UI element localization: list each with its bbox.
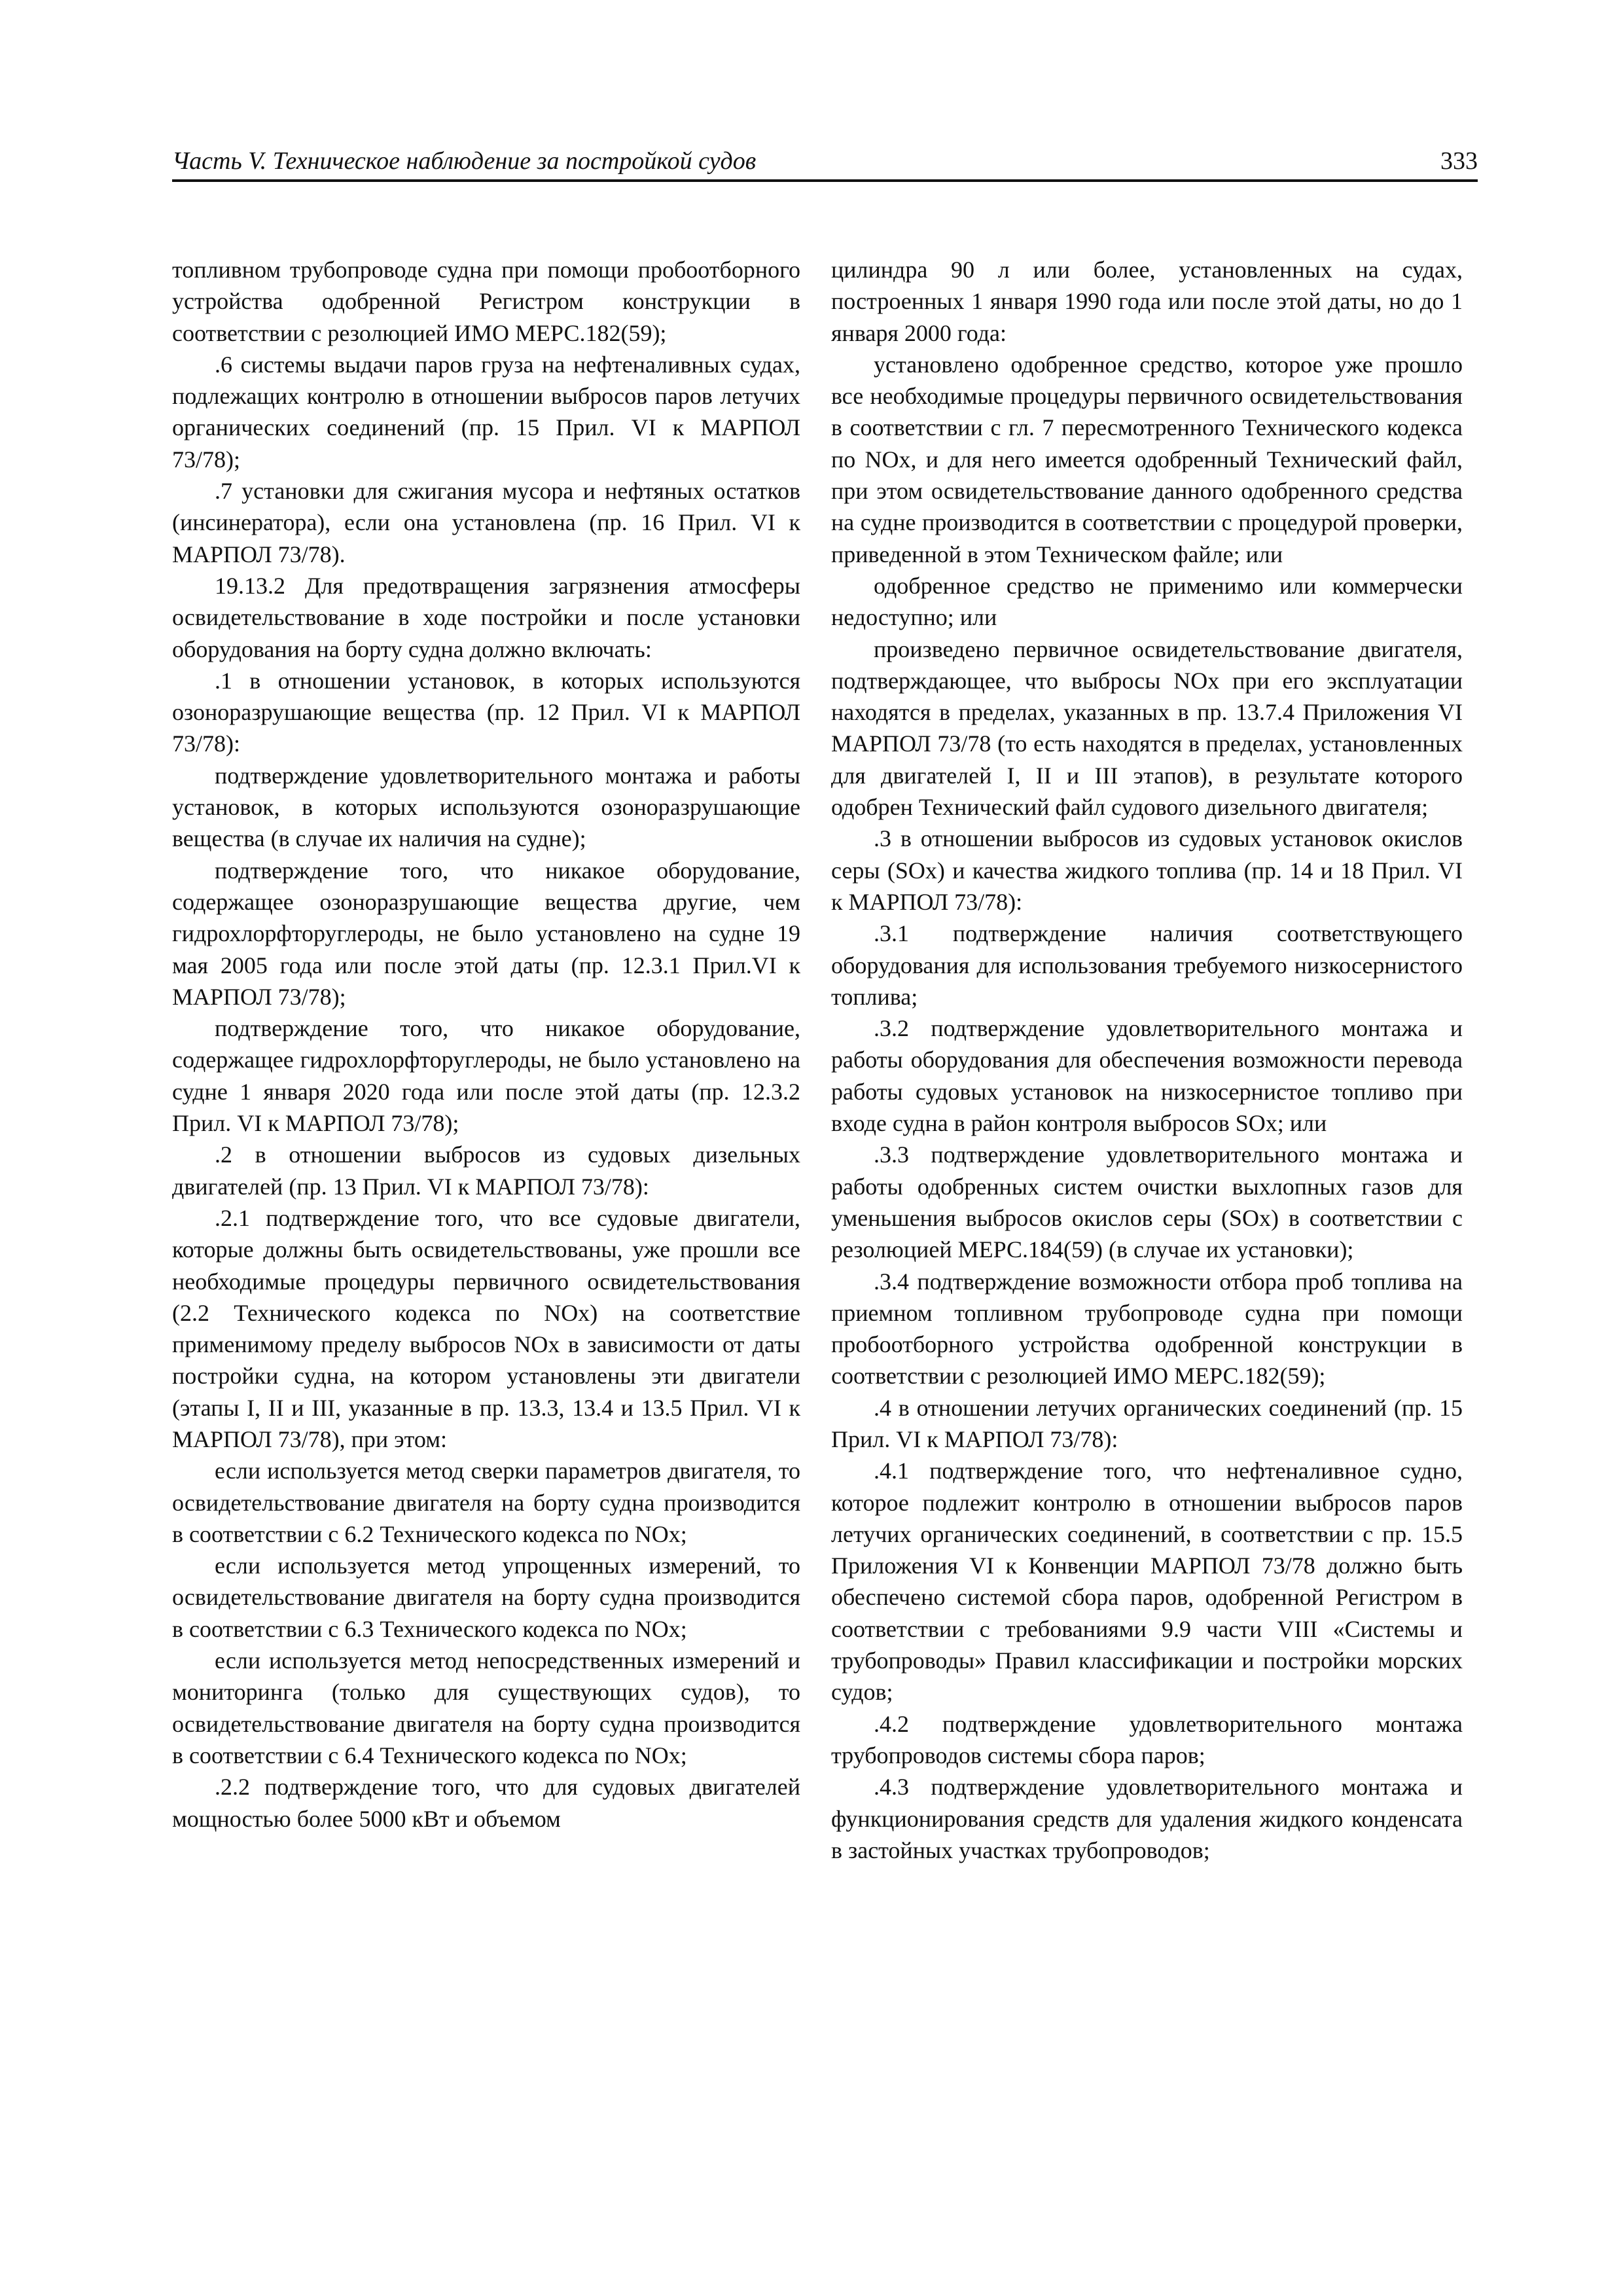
paragraph: .2 в отношении выбросов из судовых дизельных двигателей (пр. 13 Прил. VI к МАРПОЛ 73/78): [172,1141,800,1200]
paragraph: .3.4 подтверждение возможности отбора проб топлива на приемном топливном трубопроводе судна при помощи пробоотборного устройства одобренной конструкции в соответствии с резолюцией ИМО МЕРС.182(59); [831,1268,1463,1390]
paragraph: установлено одобренное средство, которое уже прошло все необходимые процедуры первичного освидетельствования в соответствии с гл. 7 пересмотренного Технического кодекса по NOx, и для него имеется одобренный Технический файл, при этом освидетельствование данного одобренного средства на судне производится в соответствии с процедурой проверки, приведенной в этом Техническом файле; или [831,351,1463,567]
paragraph: топливном трубопроводе судна при помощи пробоотборного устройства одобренной Регистром конструкции в соответствии с резолюцией ИМО МЕРС.182(59); [172,257,800,346]
paragraph: если используется метод непосредственных измерений и мониторинга (только для существующих судов), то освидетельствование двигателя на борту судна производится в соответствии с 6.4 Технического кодекса по NOx; [172,1647,800,1768]
paragraph: .6 системы выдачи паров груза на нефтеналивных судах, подлежащих контролю в отношении выбросов паров летучих органических соединений (пр. 15 Прил. VI к МАРПОЛ 73/78); [172,351,800,473]
paragraph: цилиндра 90 л или более, установленных на судах, построенных 1 января 1990 года или после этой даты, но до 1 января 2000 года: [831,257,1463,346]
paragraph: .4 в отношении летучих органических соединений (пр. 15 Прил. VI к МАРПОЛ 73/78): [831,1394,1463,1452]
right-text-column [831,254,1463,1866]
paragraph: одобренное средство не применимо или коммерчески недоступно; или [831,572,1463,631]
paragraph: если используется метод сверки параметров двигателя, то освидетельствование двигателя на борту судна производится в соответствии с 6.2 Технического кодекса по NOx; [172,1458,800,1547]
paragraph: подтверждение того, что никакое оборудование, содержащее озоноразрушающие вещества другие, чем гидрохлорфторуглероды, не было установлено на судне 19 мая 2005 года или после этой даты (пр. 12.3.1 Прил.VI к МАРПОЛ 73/78); [172,857,800,1010]
paragraph: если используется метод упрощенных измерений, то освидетельствование двигателя на борту судна производится в соответствии с 6.3 Технического кодекса по NOx; [172,1552,800,1642]
paragraph: .3.1 подтверждение наличия соответствующего оборудования для использования требуемого низкосернистого топлива; [831,920,1463,1010]
paragraph: .3 в отношении выбросов из судовых установок окислов серы (SOx) и качества жидкого топлива (пр. 14 и 18 Прил. VI к МАРПОЛ 73/78): [831,825,1463,915]
paragraph: произведено первичное освидетельствование двигателя, подтверждающее, что выбросы NOx при его эксплуатации находятся в пределах, указанных в пр. 13.7.4 Приложения VI МАРПОЛ 73/78 (то есть находятся в пределах, установленных для двигателей I, II и III этапов), в результате которого одобрен Технический файл судового дизельного двигателя; [831,636,1463,821]
paragraph: 19.13.2 Для предотвращения загрязнения атмосферы освидетельствование в ходе постройки и после установки оборудования на борту судна должно включать: [172,572,800,662]
paragraph: подтверждение удовлетворительного монтажа и работы установок, в которых используются озоноразрушающие вещества (в случае их наличия на судне); [172,762,800,852]
paragraph: подтверждение того, что никакое оборудование, содержащее гидрохлорфторуглероды, не было установлено на судне 1 января 2020 года или после этой даты (пр. 12.3.2 Прил. VI к МАРПОЛ 73/78); [172,1015,800,1137]
page-number: 333 [1440,147,1478,175]
header-title: Часть V. Техническое наблюдение за постройкой судов [172,147,757,175]
paragraph: .3.2 подтверждение удовлетворительного монтажа и работы оборудования для обеспечения возможности перевода работы судовых установок на низкосернистое топливо при входе судна в район контроля выбросов SOx; или [831,1015,1463,1137]
paragraph: .4.2 подтверждение удовлетворительного монтажа трубопроводов системы сбора паров; [831,1710,1463,1768]
paragraph: .7 установки для сжигания мусора и нефтяных остатков (инсинератора), если она установлена (пр. 16 Прил. VI к МАРПОЛ 73/78). [172,478,800,567]
paragraph: .4.1 подтверждение того, что нефтеналивное судно, которое подлежит контролю в отношении выбросов паров летучих органических соединений, в соответствии с пр. 15.5 Приложения VI к Конвенции МАРПОЛ 73/78 должно быть обеспечено системой сбора паров, одобренной Регистром в соответствии с требованиями 9.9 части VIII «Системы и трубопроводы» Правил классификации и постройки морских судов; [831,1458,1463,1706]
paragraph: .1 в отношении установок, в которых используются озоноразрушающие вещества (пр. 12 Прил. VI к МАРПОЛ 73/78): [172,667,800,757]
paragraph: .4.3 подтверждение удовлетворительного монтажа и функционирования средств для удаления жидкого конденсата в застойных участках трубопроводов; [831,1774,1463,1863]
paragraph: .2.2 подтверждение того, что для судовых двигателей мощностью более 5000 кВт и объемом [172,1774,800,1832]
left-text-column [172,254,800,1835]
running-header [172,145,1478,182]
paragraph: .2.1 подтверждение того, что все судовые двигатели, которые должны быть освидетельствованы, уже прошли все необходимые процедуры первичного освидетельствования (2.2 Технического кодекса по NOx) на соответствие применимому пределу выбросов NOx в зависимости от даты постройки судна, на котором установлены эти двигатели (этапы I, II и III, указанные в пр. 13.3, 13.4 и 13.5 Прил. VI к МАРПОЛ 73/78), при этом: [172,1204,800,1452]
paragraph: .3.3 подтверждение удовлетворительного монтажа и работы одобренных систем очистки выхлопных газов для уменьшения выбросов окислов серы (SOx) в соответствии с резолюцией МЕРС.184(59) (в случае их установки); [831,1141,1463,1263]
